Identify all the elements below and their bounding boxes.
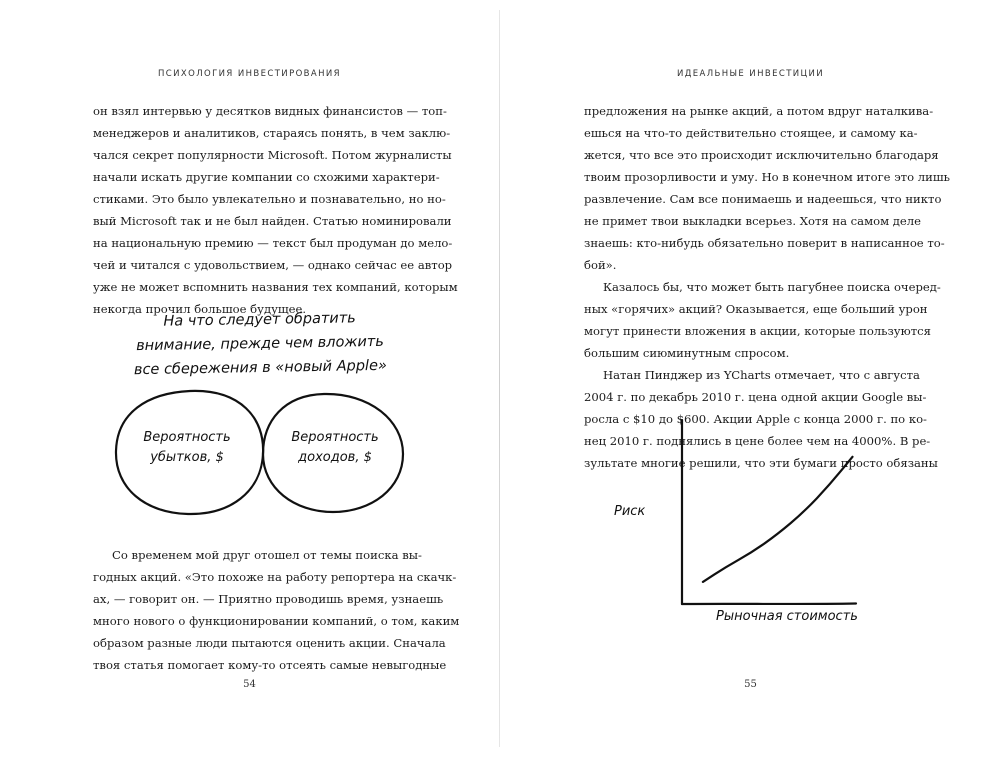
text-line: знаешь: кто-нибудь обязательно поверит в написанное то-: [584, 236, 945, 250]
text-line: бой».: [584, 258, 617, 272]
risk-market-value-chart: [660, 418, 860, 618]
text-line: он взял интервью у десятков видных финансистов — топ-: [93, 104, 447, 118]
text-line: образом разные люди пытаются оценить акции. Сначала: [93, 636, 446, 650]
text-line: предложения на рынке акций, а потом вдруг наталкива-: [584, 104, 934, 118]
figure-title-line: На что следует обратить: [163, 310, 356, 330]
text-line: жется, что все это происходит исключительно благодаря: [584, 148, 939, 162]
label-line: Вероятность: [291, 430, 379, 445]
text-line: большим сиюминутным спросом.: [584, 346, 790, 360]
left-page-number: 54: [243, 679, 256, 690]
text-line: Казалось бы, что может быть пагубнее поиска очеред-: [603, 280, 941, 294]
text-line: нец 2010 г. поднялись в цене более чем на 4000%. В ре-: [584, 434, 931, 448]
text-line: Натан Пинджер из YCharts отмечает, что с августа: [603, 368, 920, 382]
left-paragraph-2: [93, 544, 460, 676]
text-line: могут принести вложения в акции, которые пользуются: [584, 324, 931, 338]
text-line: начали искать другие компании со схожими характери-: [93, 170, 440, 184]
left-paragraph-1: [93, 100, 458, 320]
text-line: годных акций. «Это похоже на работу репортера на скачк-: [93, 570, 457, 584]
text-line: некогда прочил большое будущее.: [93, 302, 307, 316]
text-line: уже не может вспомнить названия тех компаний, которым: [93, 280, 458, 294]
text-line: твоим прозорливости и уму. Но в конечном итоге это лишь: [584, 170, 950, 184]
text-line: ах, — говорит он. — Приятно проводишь время, узнаешь: [93, 592, 444, 606]
left-running-head: ПСИХОЛОГИЯ ИНВЕСТИРОВАНИЯ: [158, 69, 341, 79]
loss-probability-label: [127, 428, 247, 468]
text-line: росла с $10 до $600. Акции Apple с конца 2000 г. по ко-: [584, 412, 927, 426]
x-axis-label: Рыночная стоимость: [716, 609, 858, 624]
text-line: 2004 г. по декабрь 2010 г. цена одной акции Google вы-: [584, 390, 927, 404]
label-line: убытков, $: [150, 450, 224, 465]
y-axis-label: Риск: [614, 504, 646, 519]
left-page: [0, 0, 499, 757]
text-line: твоя статья помогает кому-то отсеять самые невыгодные: [93, 658, 447, 672]
label-line: доходов, $: [298, 450, 372, 465]
label-line: Вероятность: [143, 430, 231, 445]
text-line: на национальную премию — текст был продуман до мело-: [93, 236, 453, 250]
text-line: не примет твои выкладки всерьез. Хотя на самом деле: [584, 214, 922, 228]
text-line: стиками. Это было увлекательно и познавательно, но но-: [93, 192, 446, 206]
text-line: развлечение. Сам все понимаешь и надеешься, что никто: [584, 192, 942, 206]
text-line: ешься на что-то действительно стоящее, и самому ка-: [584, 126, 918, 140]
figure-title-line: все сбережения в «новый Apple»: [133, 357, 388, 379]
text-line: Со временем мой друг отошел от темы поиска вы-: [112, 548, 422, 562]
text-line: зультате многие решили, что эти бумаги просто обязаны: [584, 456, 938, 470]
venn-figure-title: [129, 306, 390, 383]
text-line: ных «горячих» акций? Оказывается, еще больший урон: [584, 302, 928, 316]
x-axis: [682, 604, 856, 605]
text-line: много нового о функционировании компаний, о том, каким: [93, 614, 460, 628]
text-line: вый Microsoft так и не был найден. Статью номинировали: [93, 214, 452, 228]
text-line: чался секрет популярности Microsoft. Потом журналисты: [93, 148, 452, 162]
book-gutter: [499, 10, 500, 747]
gain-probability-label: [275, 428, 395, 468]
text-line: чей и читался с удовольствием, — однако сейчас ее автор: [93, 258, 453, 272]
right-page-number: 55: [744, 679, 757, 690]
figure-title-line: внимание, прежде чем вложить: [136, 333, 384, 355]
right-running-head: ИДЕАЛЬНЫЕ ИНВЕСТИЦИИ: [676, 69, 825, 79]
right-page: [501, 0, 1000, 757]
risk-curve-series: [703, 457, 853, 582]
text-line: менеджеров и аналитиков, стараясь понять, в чем заклю-: [93, 126, 451, 140]
